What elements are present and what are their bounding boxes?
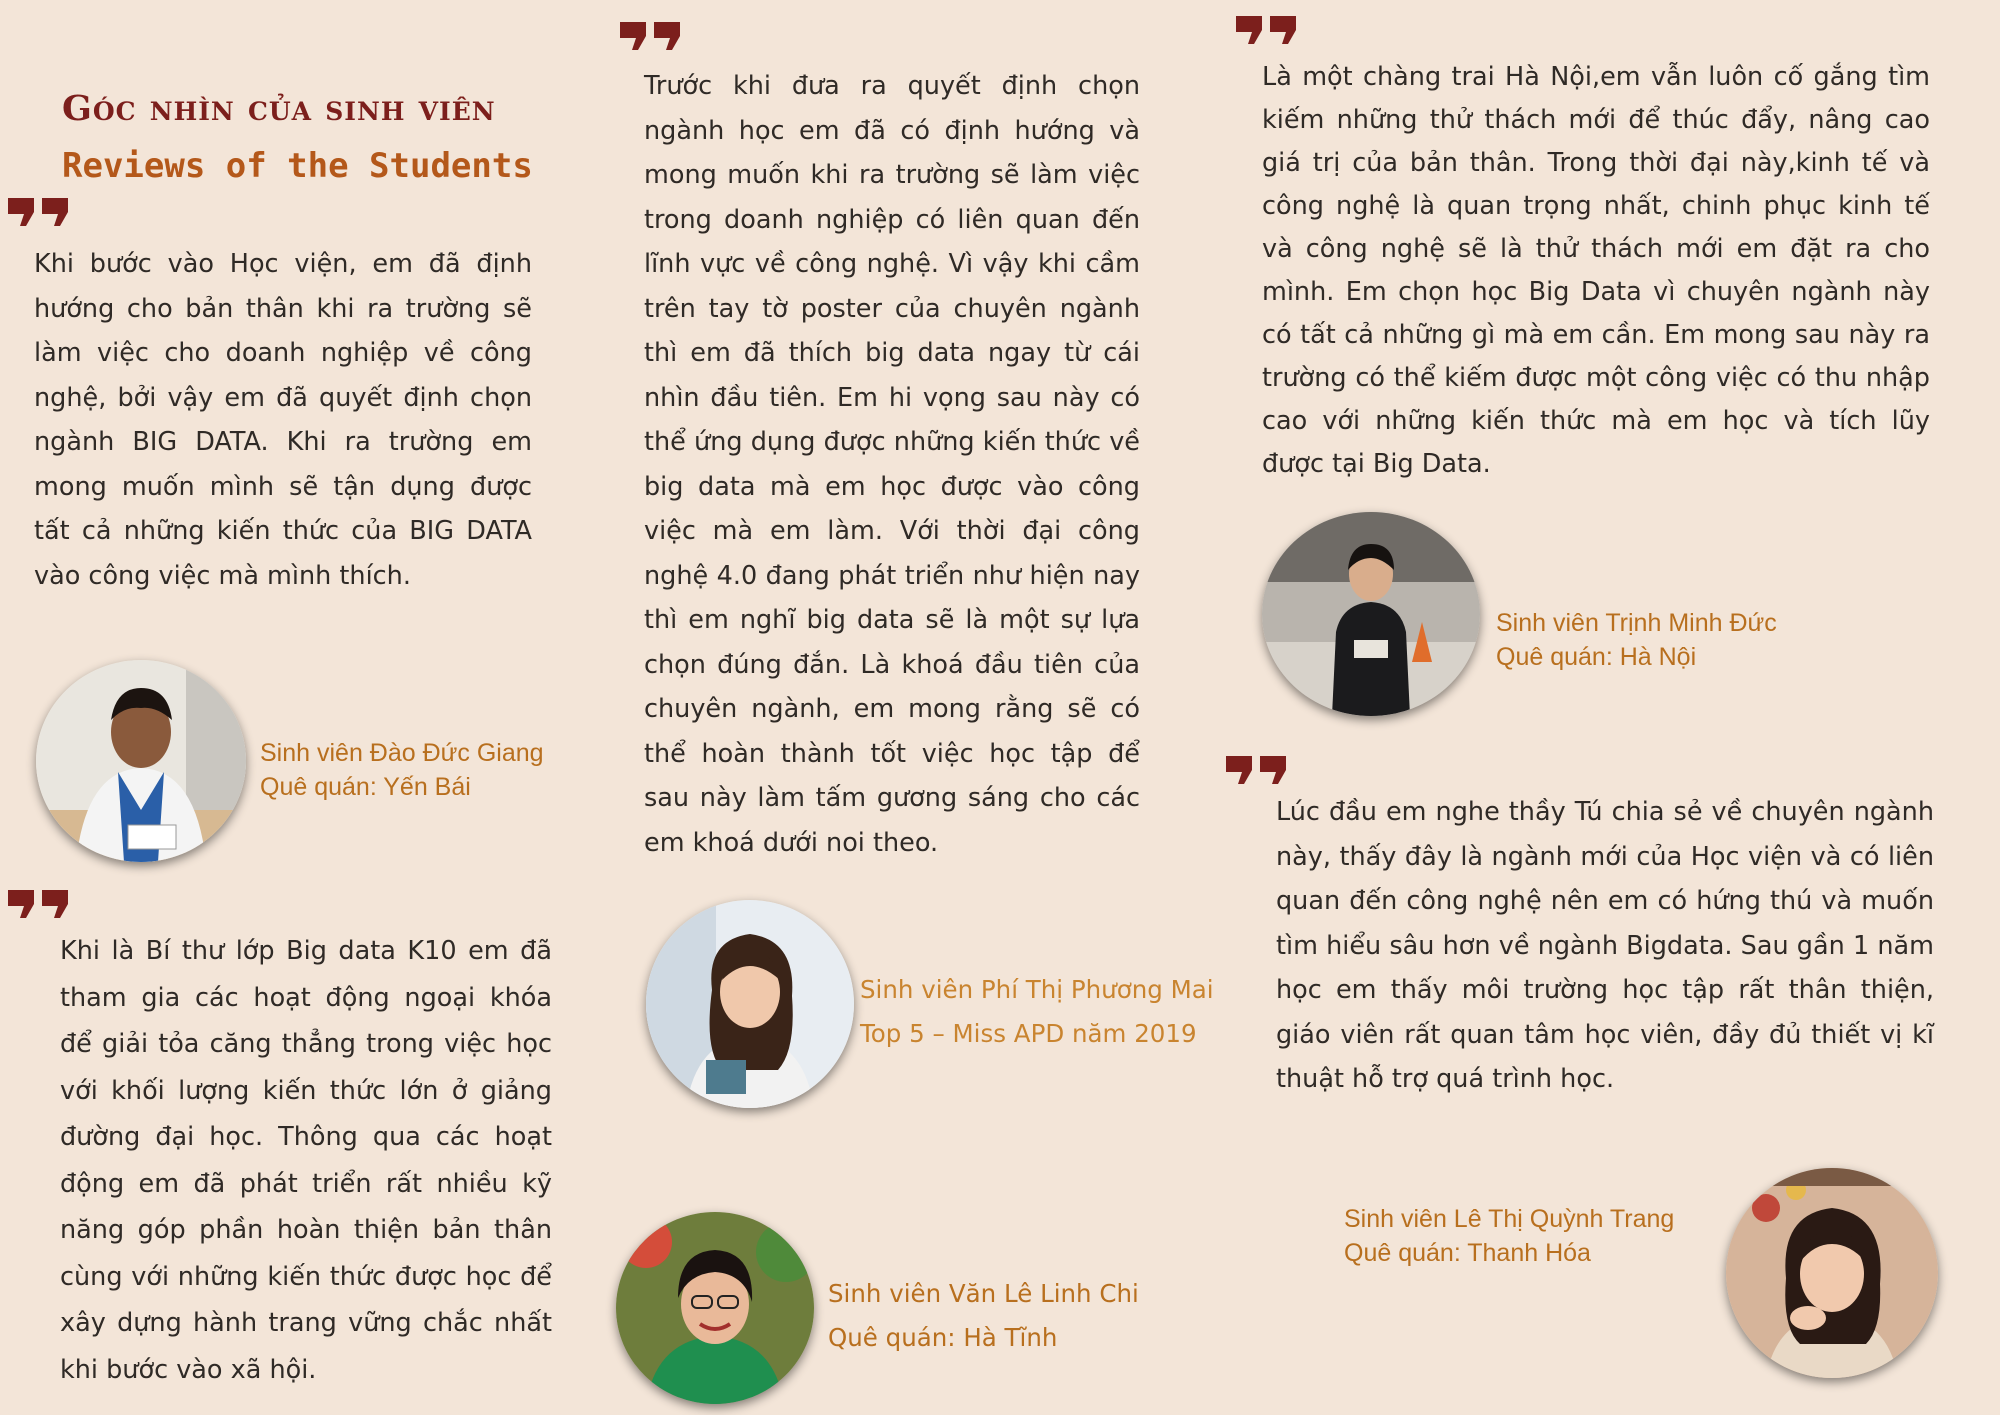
quote-mark-icon [1234, 14, 1298, 44]
student-name: Sinh viên Văn Lê Linh Chi [828, 1279, 1139, 1308]
student-caption-3 [860, 968, 1214, 1056]
page-subtitle: Reviews of the Students [62, 146, 533, 186]
quote-mark-icon [6, 888, 70, 918]
student-name: Sinh viên Phí Thị Phương Mai [860, 975, 1214, 1004]
student-caption-2 [828, 1272, 1139, 1360]
student-detail: Quê quán: Yến Bái [260, 773, 471, 801]
quote-mark-icon [6, 196, 70, 226]
student-photo-giang [36, 660, 246, 862]
student-detail: Quê quán: Hà Tĩnh [828, 1323, 1058, 1352]
student-name: Sinh viên Lê Thị Quỳnh Trang [1344, 1205, 1675, 1233]
testimonial-text-1: Khi bước vào Học viện, em đã định hướng cho bản thân khi ra trường sẽ làm việc cho doanh nghiệp về công nghệ, bởi vậy em đã quyết định chọn ngành BIG DATA. Khi ra trường em mong muốn mình sẽ tận dụng được tất cả những kiến thức của BIG DATA vào công việc mà mình thích. [34, 249, 532, 591]
student-caption-4 [1496, 606, 1777, 674]
testimonial-text-5: Lúc đầu em nghe thầy Tú chia sẻ về chuyên ngành này, thấy đây là ngành mới của Học viện và có liên quan đến công nghệ nên em có hứng thú và muốn tìm hiểu sâu hơn về ngành Bigdata. Sau gần 1 năm học em thấy môi trường học tập rất thân thiện, giáo viên rất quan tâm học viên, đầy đủ thiết vị kĩ thuật hỗ trợ quá trình học. [1276, 797, 1934, 1094]
student-detail: Quê quán: Thanh Hóa [1344, 1239, 1591, 1267]
student-detail: Top 5 – Miss APD năm 2019 [860, 1019, 1197, 1048]
student-name: Sinh viên Trịnh Minh Đức [1496, 609, 1777, 637]
quote-mark-icon [1224, 754, 1288, 784]
testimonial-text-2: Khi là Bí thư lớp Big data K10 em đã tham gia các hoạt động ngoại khóa để giải tỏa căng thẳng trong việc học với khối lượng kiến thức lớn ở giảng đường đại học. Thông qua các hoạt động em đã phát triển rất nhiều kỹ năng góp phần hoàn thiện bản thân cùng với những kiến thức được học để xây dựng hành trang vững chắc nhất khi bước vào xã hội. [60, 936, 552, 1385]
page-title: Góc nhìn của sinh viên [62, 88, 496, 129]
student-photo-phuong-mai [646, 900, 854, 1108]
student-photo-linh-chi [616, 1212, 814, 1404]
student-detail: Quê quán: Hà Nội [1496, 643, 1697, 671]
student-photo-quynh-trang [1726, 1168, 1938, 1378]
student-photo-minh-duc [1262, 512, 1480, 716]
testimonial-text-3: Trước khi đưa ra quyết định chọn ngành học em đã có định hướng và mong muốn khi ra trường sẽ làm việc trong doanh nghiệp có liên quan đến lĩnh vực về công nghệ. Vì vậy khi cầm trên tay tờ poster của chuyên ngành thì em đã thích big data ngay từ cái nhìn đầu tiên. Em hi vọng sau này có thể ứng dụng được những kiến thức về big data mà em học được vào công việc mà em làm. Với thời đại công nghệ 4.0 đang phát triển như hiện nay thì em nghĩ big data sẽ là một sự lựa chọn đúng đắn. Là khoá đầu tiên của chuyên ngành, em mong rằng sẽ có thể hoàn thành tốt việc học tập để sau này làm tấm gương sáng cho các em khoá dưới noi theo. [644, 71, 1140, 858]
testimonial-text-4: Là một chàng trai Hà Nội,em vẫn luôn cố gắng tìm kiếm những thử thách mới để thúc đẩy, nâng cao giá trị của bản thân. Trong thời đại này,kinh tế và công nghệ là quan trọng nhất, chinh phục kinh tế và công nghệ sẽ là thử thách mới em đặt ra cho mình. Em chọn học Big Data vì chuyên ngành này có tất cả những gì mà em cần. Em mong sau này ra trường có thể kiếm được một công việc có thu nhập cao với những kiến thức mà em học và tích lũy được tại Big Data. [1262, 62, 1930, 479]
student-caption-1 [260, 736, 544, 804]
student-name: Sinh viên Đào Đức Giang [260, 739, 544, 767]
quote-mark-icon [618, 20, 682, 50]
student-caption-5 [1344, 1202, 1674, 1270]
